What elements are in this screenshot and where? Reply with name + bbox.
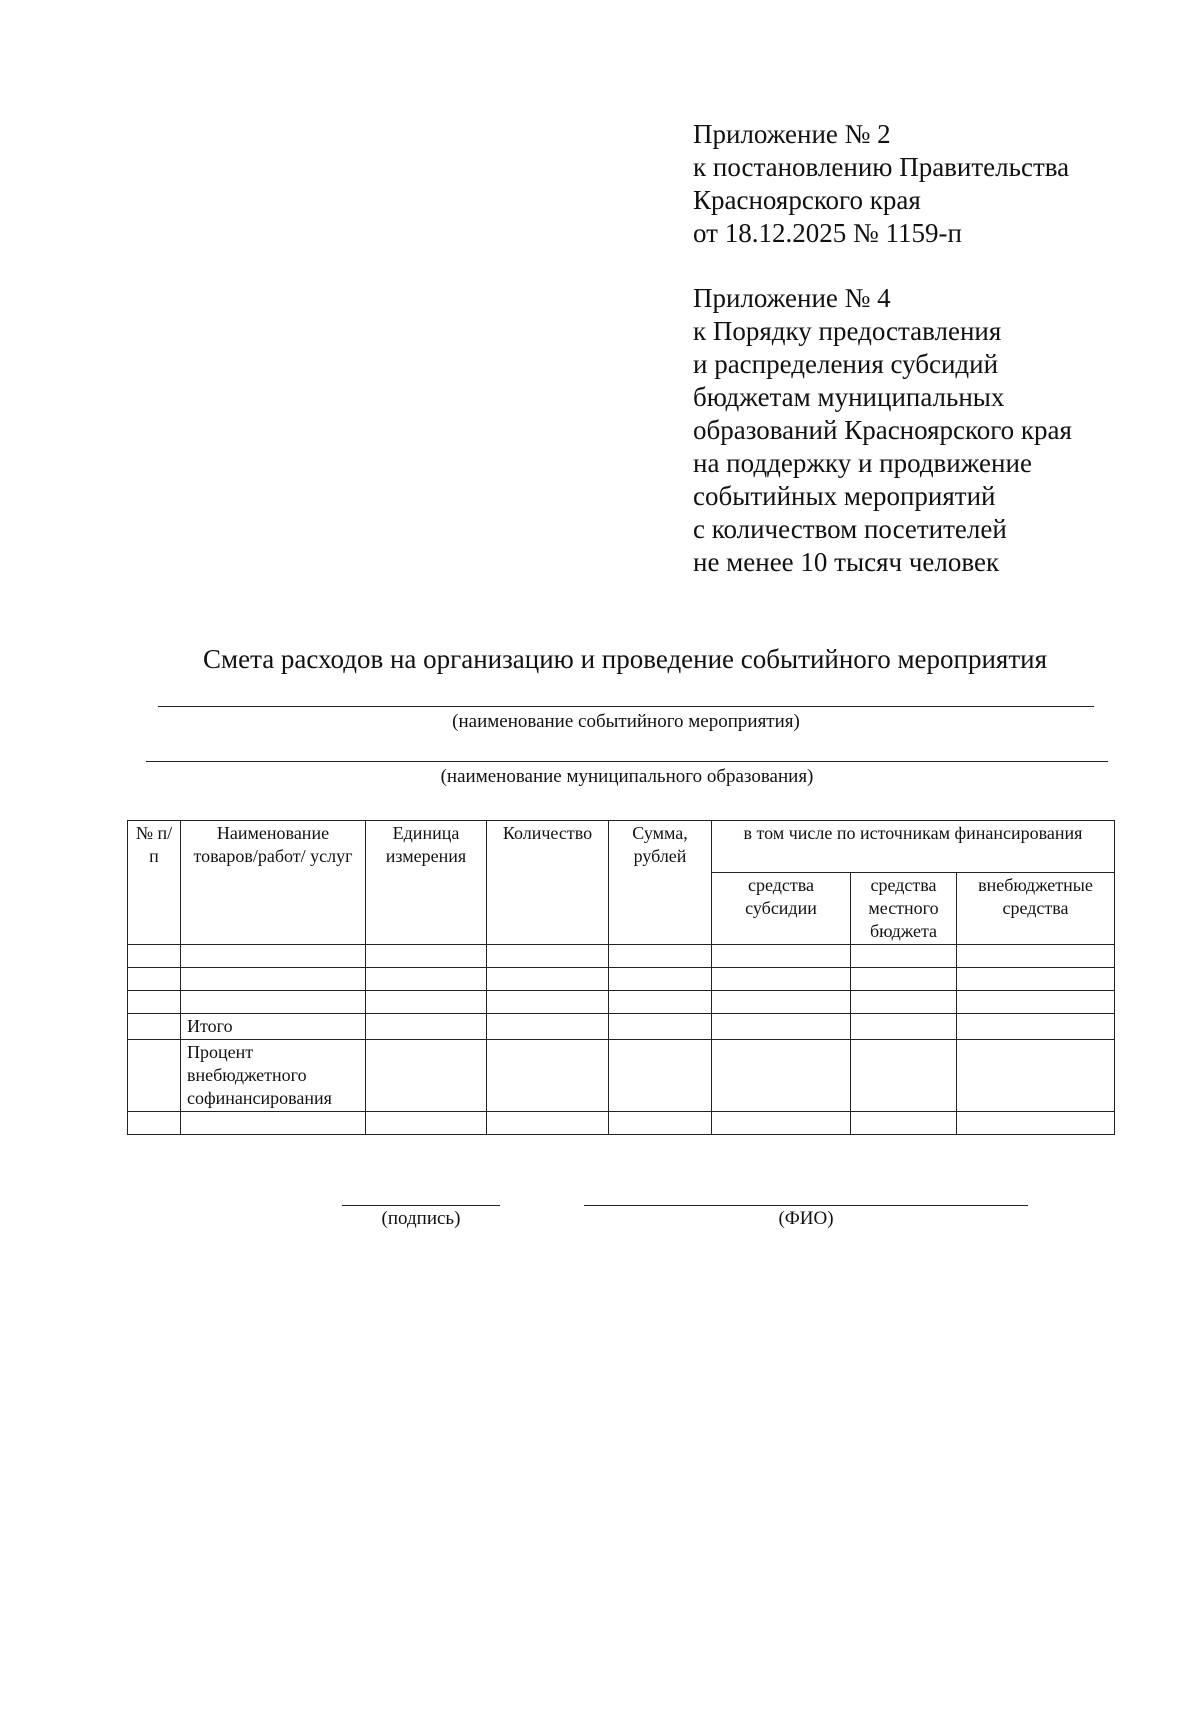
table-row <box>128 968 1115 991</box>
fio-line <box>584 1205 1028 1206</box>
fio-caption: (ФИО) <box>778 1208 834 1229</box>
table-cell[interactable] <box>181 945 366 968</box>
table-cell[interactable] <box>487 1014 609 1040</box>
table-cell[interactable] <box>366 945 487 968</box>
table-cell[interactable] <box>366 968 487 991</box>
appendix-4-line: событийных мероприятий <box>693 481 996 511</box>
table-cell[interactable] <box>487 968 609 991</box>
table-cell[interactable] <box>851 1040 957 1112</box>
table-cell[interactable] <box>128 1014 181 1040</box>
table-cell[interactable] <box>712 1014 851 1040</box>
table-header-row <box>128 821 1115 873</box>
appendix-4-line: на поддержку и продвижение <box>693 448 1032 478</box>
table-cell[interactable] <box>128 968 181 991</box>
table-cell[interactable] <box>366 1112 487 1135</box>
table-cell[interactable] <box>487 945 609 968</box>
municipality-name-caption: (наименование муниципального образования) <box>440 766 814 787</box>
table-row <box>128 1112 1115 1135</box>
table-cell[interactable] <box>487 991 609 1014</box>
appendix-2-block <box>693 118 1069 250</box>
header-sources-group: в том числе по источникам финансирования <box>712 821 1115 873</box>
table-cell[interactable] <box>957 1112 1115 1135</box>
table-cell[interactable] <box>181 968 366 991</box>
appendix-2-line: к постановлению Правительства <box>693 152 1070 182</box>
budget-table <box>127 820 1115 1135</box>
table-cell[interactable] <box>957 945 1115 968</box>
table-cell[interactable] <box>609 945 712 968</box>
header-name: Наименование товаров/работ/ услуг <box>181 821 366 945</box>
table-cell[interactable] <box>181 1112 366 1135</box>
header-quantity: Количество <box>487 821 609 945</box>
header-num: № п/п <box>128 821 181 945</box>
table-cell[interactable] <box>609 1040 712 1112</box>
table-cell[interactable] <box>609 968 712 991</box>
table-cell[interactable] <box>712 1112 851 1135</box>
header-sum: Сумма, рублей <box>609 821 712 945</box>
table-cell[interactable] <box>487 1112 609 1135</box>
appendix-4-line: образований Красноярского края <box>693 415 1072 445</box>
percent-label: Процент внебюджетного софинансирования <box>181 1040 366 1112</box>
table-cell[interactable] <box>366 1014 487 1040</box>
signature-line <box>342 1205 500 1206</box>
event-name-caption: (наименование событийного мероприятия) <box>452 711 800 732</box>
table-cell[interactable] <box>181 991 366 1014</box>
table-cell[interactable] <box>128 1112 181 1135</box>
table-cell[interactable] <box>487 1040 609 1112</box>
percent-row <box>128 1040 1115 1112</box>
table-cell[interactable] <box>712 945 851 968</box>
table-cell[interactable] <box>128 1040 181 1112</box>
appendix-2-line: Красноярского края <box>693 185 921 215</box>
appendix-4-line: к Порядку предоставления <box>693 316 1002 346</box>
table-cell[interactable] <box>609 1112 712 1135</box>
municipality-name-line <box>146 761 1108 762</box>
header-unit: Единица измерения <box>366 821 487 945</box>
appendix-4-line: бюджетам муниципальных <box>693 382 1005 412</box>
table-cell[interactable] <box>957 1040 1115 1112</box>
document-title: Смета расходов на организацию и проведение событийного мероприятия <box>202 644 1048 674</box>
table-cell[interactable] <box>609 1014 712 1040</box>
table-cell[interactable] <box>128 945 181 968</box>
table-cell[interactable] <box>851 991 957 1014</box>
table-cell[interactable] <box>366 1040 487 1112</box>
table-cell[interactable] <box>851 1014 957 1040</box>
table-cell[interactable] <box>128 991 181 1014</box>
table-cell[interactable] <box>957 991 1115 1014</box>
appendix-4-line: с количеством посетителей <box>693 514 1007 544</box>
total-label: Итого <box>181 1014 366 1040</box>
appendix-2-line: от 18.12.2025 № 1159-п <box>693 218 962 248</box>
appendix-4-line: и распределения субсидий <box>693 349 999 379</box>
signature-caption: (подпись) <box>381 1208 461 1229</box>
table-cell[interactable] <box>712 968 851 991</box>
table-cell[interactable] <box>712 991 851 1014</box>
table-cell[interactable] <box>851 945 957 968</box>
table-cell[interactable] <box>851 1112 957 1135</box>
table-cell[interactable] <box>712 1040 851 1112</box>
event-name-line <box>158 706 1094 707</box>
total-row <box>128 1014 1115 1040</box>
table-cell[interactable] <box>851 968 957 991</box>
appendix-2-line: Приложение № 2 <box>693 119 891 149</box>
table-cell[interactable] <box>957 968 1115 991</box>
table-cell[interactable] <box>366 991 487 1014</box>
table-cell[interactable] <box>957 1014 1115 1040</box>
table-cell[interactable] <box>609 991 712 1014</box>
table-row <box>128 945 1115 968</box>
appendix-4-line: Приложение № 4 <box>693 283 891 313</box>
header-extra-budget: внебюджетные средства <box>957 873 1115 945</box>
appendix-4-line: не менее 10 тысяч человек <box>693 547 1000 577</box>
appendix-4-block <box>693 282 1072 579</box>
header-subsidy: средства субсидии <box>712 873 851 945</box>
header-local-budget: средства местного бюджета <box>851 873 957 945</box>
table-row <box>128 991 1115 1014</box>
